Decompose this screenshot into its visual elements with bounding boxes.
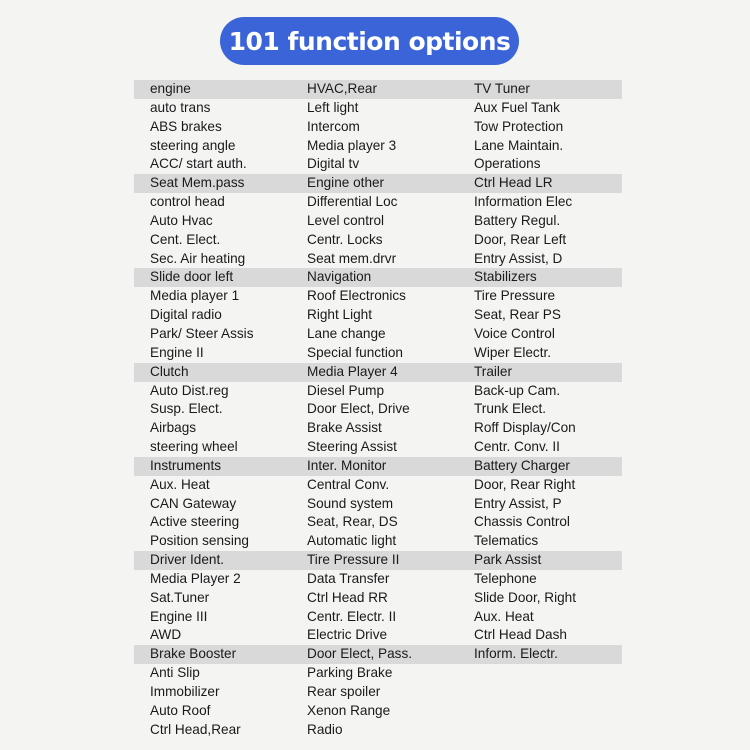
function-option: Park/ Steer Assis <box>150 325 254 341</box>
function-option: Digital tv <box>307 156 360 172</box>
function-option: Tow Protection <box>474 118 564 134</box>
table-row <box>134 193 622 212</box>
table-row <box>134 250 622 269</box>
table-row <box>134 99 622 118</box>
function-option: Voice Control <box>474 325 555 341</box>
function-option: Door Elect, Pass. <box>307 646 413 662</box>
function-option: Rear spoiler <box>307 684 381 699</box>
table-row <box>134 589 622 608</box>
table-row <box>134 287 622 306</box>
table-row <box>134 532 622 551</box>
function-option: Centr. Locks <box>307 231 383 247</box>
function-option: Sound system <box>307 495 394 511</box>
function-option: HVAC,Rear <box>307 81 377 96</box>
table-row <box>134 325 622 344</box>
function-option: Instruments <box>150 457 222 473</box>
table-row <box>134 231 622 250</box>
function-option: Stabilizers <box>474 269 537 285</box>
function-option: Information Elec <box>474 194 573 210</box>
function-option: Operations <box>474 156 541 172</box>
function-option: Centr. Conv. II <box>474 439 560 455</box>
table-row <box>134 155 622 174</box>
function-option: Engine other <box>307 175 385 191</box>
function-option: Clutch <box>150 363 189 379</box>
function-option: Airbags <box>150 420 197 436</box>
table-row <box>134 495 622 514</box>
function-option: Susp. Elect. <box>150 401 223 417</box>
function-option: Aux Fuel Tank <box>474 99 560 115</box>
function-option: Sat.Tuner <box>150 589 210 605</box>
function-option: Position sensing <box>150 533 249 549</box>
function-option: Level control <box>307 212 385 228</box>
function-option: Chassis Control <box>474 514 570 530</box>
function-option: Seat, Rear, DS <box>307 514 398 530</box>
function-option: Tire Pressure II <box>307 552 400 568</box>
function-option: Data Transfer <box>307 570 390 586</box>
function-option: Differential Loc <box>307 194 398 210</box>
function-option: Media player 1 <box>150 288 240 304</box>
function-option: Aux. Heat <box>150 476 210 492</box>
function-option: Centr. Electr. II <box>307 608 397 624</box>
table-row <box>134 608 622 627</box>
table-row <box>134 137 622 156</box>
function-option: Seat mem.drvr <box>307 250 397 266</box>
table-row <box>134 382 622 401</box>
function-option: Brake Booster <box>150 646 237 662</box>
function-option: Auto Dist.reg <box>150 382 229 398</box>
function-option: Seat, Rear PS <box>474 307 561 323</box>
function-option: Lane Maintain. <box>474 137 564 153</box>
function-option: Brake Assist <box>307 420 382 436</box>
function-option: Aux. Heat <box>474 608 534 624</box>
function-option: Battery Charger <box>474 457 570 473</box>
function-option: Back-up Cam. <box>474 382 561 398</box>
function-option: auto trans <box>150 99 211 115</box>
table-row <box>134 118 622 137</box>
function-option: Inter. Monitor <box>307 457 387 473</box>
function-option: AWD <box>150 627 182 643</box>
table-row <box>134 174 622 193</box>
function-option: Telematics <box>474 533 539 549</box>
function-option: Slide Door, Right <box>474 589 577 605</box>
function-options-table <box>134 80 622 740</box>
function-option: Ctrl Head Dash <box>474 627 567 643</box>
function-option: Ctrl Head RR <box>307 589 388 605</box>
table-row <box>134 438 622 457</box>
function-option: Central Conv. <box>307 476 390 492</box>
function-option: Ctrl Head LR <box>474 175 553 191</box>
function-option: Trailer <box>474 363 513 379</box>
table-row <box>134 664 622 683</box>
function-option: Active steering <box>150 514 240 530</box>
table-row <box>134 268 622 287</box>
table-row <box>134 721 622 740</box>
function-option: Lane change <box>307 325 386 341</box>
table-row <box>134 702 622 721</box>
function-option: Digital radio <box>150 307 222 323</box>
function-option: Roff Display/Con <box>474 420 576 436</box>
function-option: Roof Electronics <box>307 288 406 304</box>
function-option: Intercom <box>307 118 360 134</box>
page-title: 101 function options <box>220 17 519 65</box>
function-option: TV Tuner <box>474 81 530 96</box>
table-row <box>134 570 622 589</box>
table-row <box>134 212 622 231</box>
function-option: Slide door left <box>150 269 234 285</box>
function-option: Media player 3 <box>307 137 397 153</box>
function-option: Auto Hvac <box>150 212 213 228</box>
function-option: Park Assist <box>474 552 542 568</box>
function-option: Door, Rear Right <box>474 476 576 492</box>
function-option: Engine III <box>150 608 208 624</box>
function-option: Right Light <box>307 307 372 323</box>
function-option: Seat Mem.pass <box>150 175 245 191</box>
function-option: Entry Assist, D <box>474 250 563 266</box>
table-row <box>134 683 622 702</box>
function-option: Sec. Air heating <box>150 250 246 266</box>
function-option: Tire Pressure <box>474 288 556 304</box>
function-option: steering angle <box>150 137 236 153</box>
table-row <box>134 626 622 645</box>
function-option: Cent. Elect. <box>150 231 221 247</box>
table-row <box>134 400 622 419</box>
function-option: Trunk Elect. <box>474 401 547 417</box>
function-option: Wiper Electr. <box>474 344 552 360</box>
function-option: Entry Assist, P <box>474 495 562 511</box>
function-option: ABS brakes <box>150 118 222 134</box>
table-row <box>134 551 622 570</box>
table-row <box>134 363 622 382</box>
function-option: Navigation <box>307 269 372 285</box>
function-option: Door, Rear Left <box>474 231 567 247</box>
function-option: Radio <box>307 721 343 737</box>
table-row <box>134 457 622 476</box>
function-option: Telephone <box>474 570 537 586</box>
function-option: Ctrl Head,Rear <box>150 721 241 737</box>
function-option: Electric Drive <box>307 627 388 643</box>
table-row <box>134 645 622 664</box>
function-option: CAN Gateway <box>150 495 237 511</box>
function-option: Engine II <box>150 344 204 360</box>
function-option: Media Player 2 <box>150 570 241 586</box>
function-option: Diesel Pump <box>307 382 385 398</box>
table-row <box>134 306 622 325</box>
function-option: Special function <box>307 344 403 360</box>
function-option: Steering Assist <box>307 439 397 455</box>
function-option: Immobilizer <box>150 684 220 699</box>
function-option: Battery Regul. <box>474 212 561 228</box>
table-row <box>134 476 622 495</box>
function-option: Xenon Range <box>307 702 391 718</box>
function-option: Automatic light <box>307 533 397 549</box>
function-option: control head <box>150 194 225 210</box>
function-option: Parking Brake <box>307 665 393 681</box>
table-row <box>134 513 622 532</box>
function-option: Media Player 4 <box>307 363 398 379</box>
table-row <box>134 344 622 363</box>
function-option: Driver Ident. <box>150 552 225 568</box>
function-option: ACC/ start auth. <box>150 156 247 172</box>
function-option: engine <box>150 81 191 96</box>
function-option: Anti Slip <box>150 665 200 681</box>
table-row <box>134 80 622 99</box>
function-option: Inform. Electr. <box>474 646 558 662</box>
function-option: Door Elect, Drive <box>307 401 410 417</box>
function-option: Left light <box>307 99 359 115</box>
table-row <box>134 419 622 438</box>
function-option: steering wheel <box>150 439 238 455</box>
function-option: Auto Roof <box>150 702 211 718</box>
